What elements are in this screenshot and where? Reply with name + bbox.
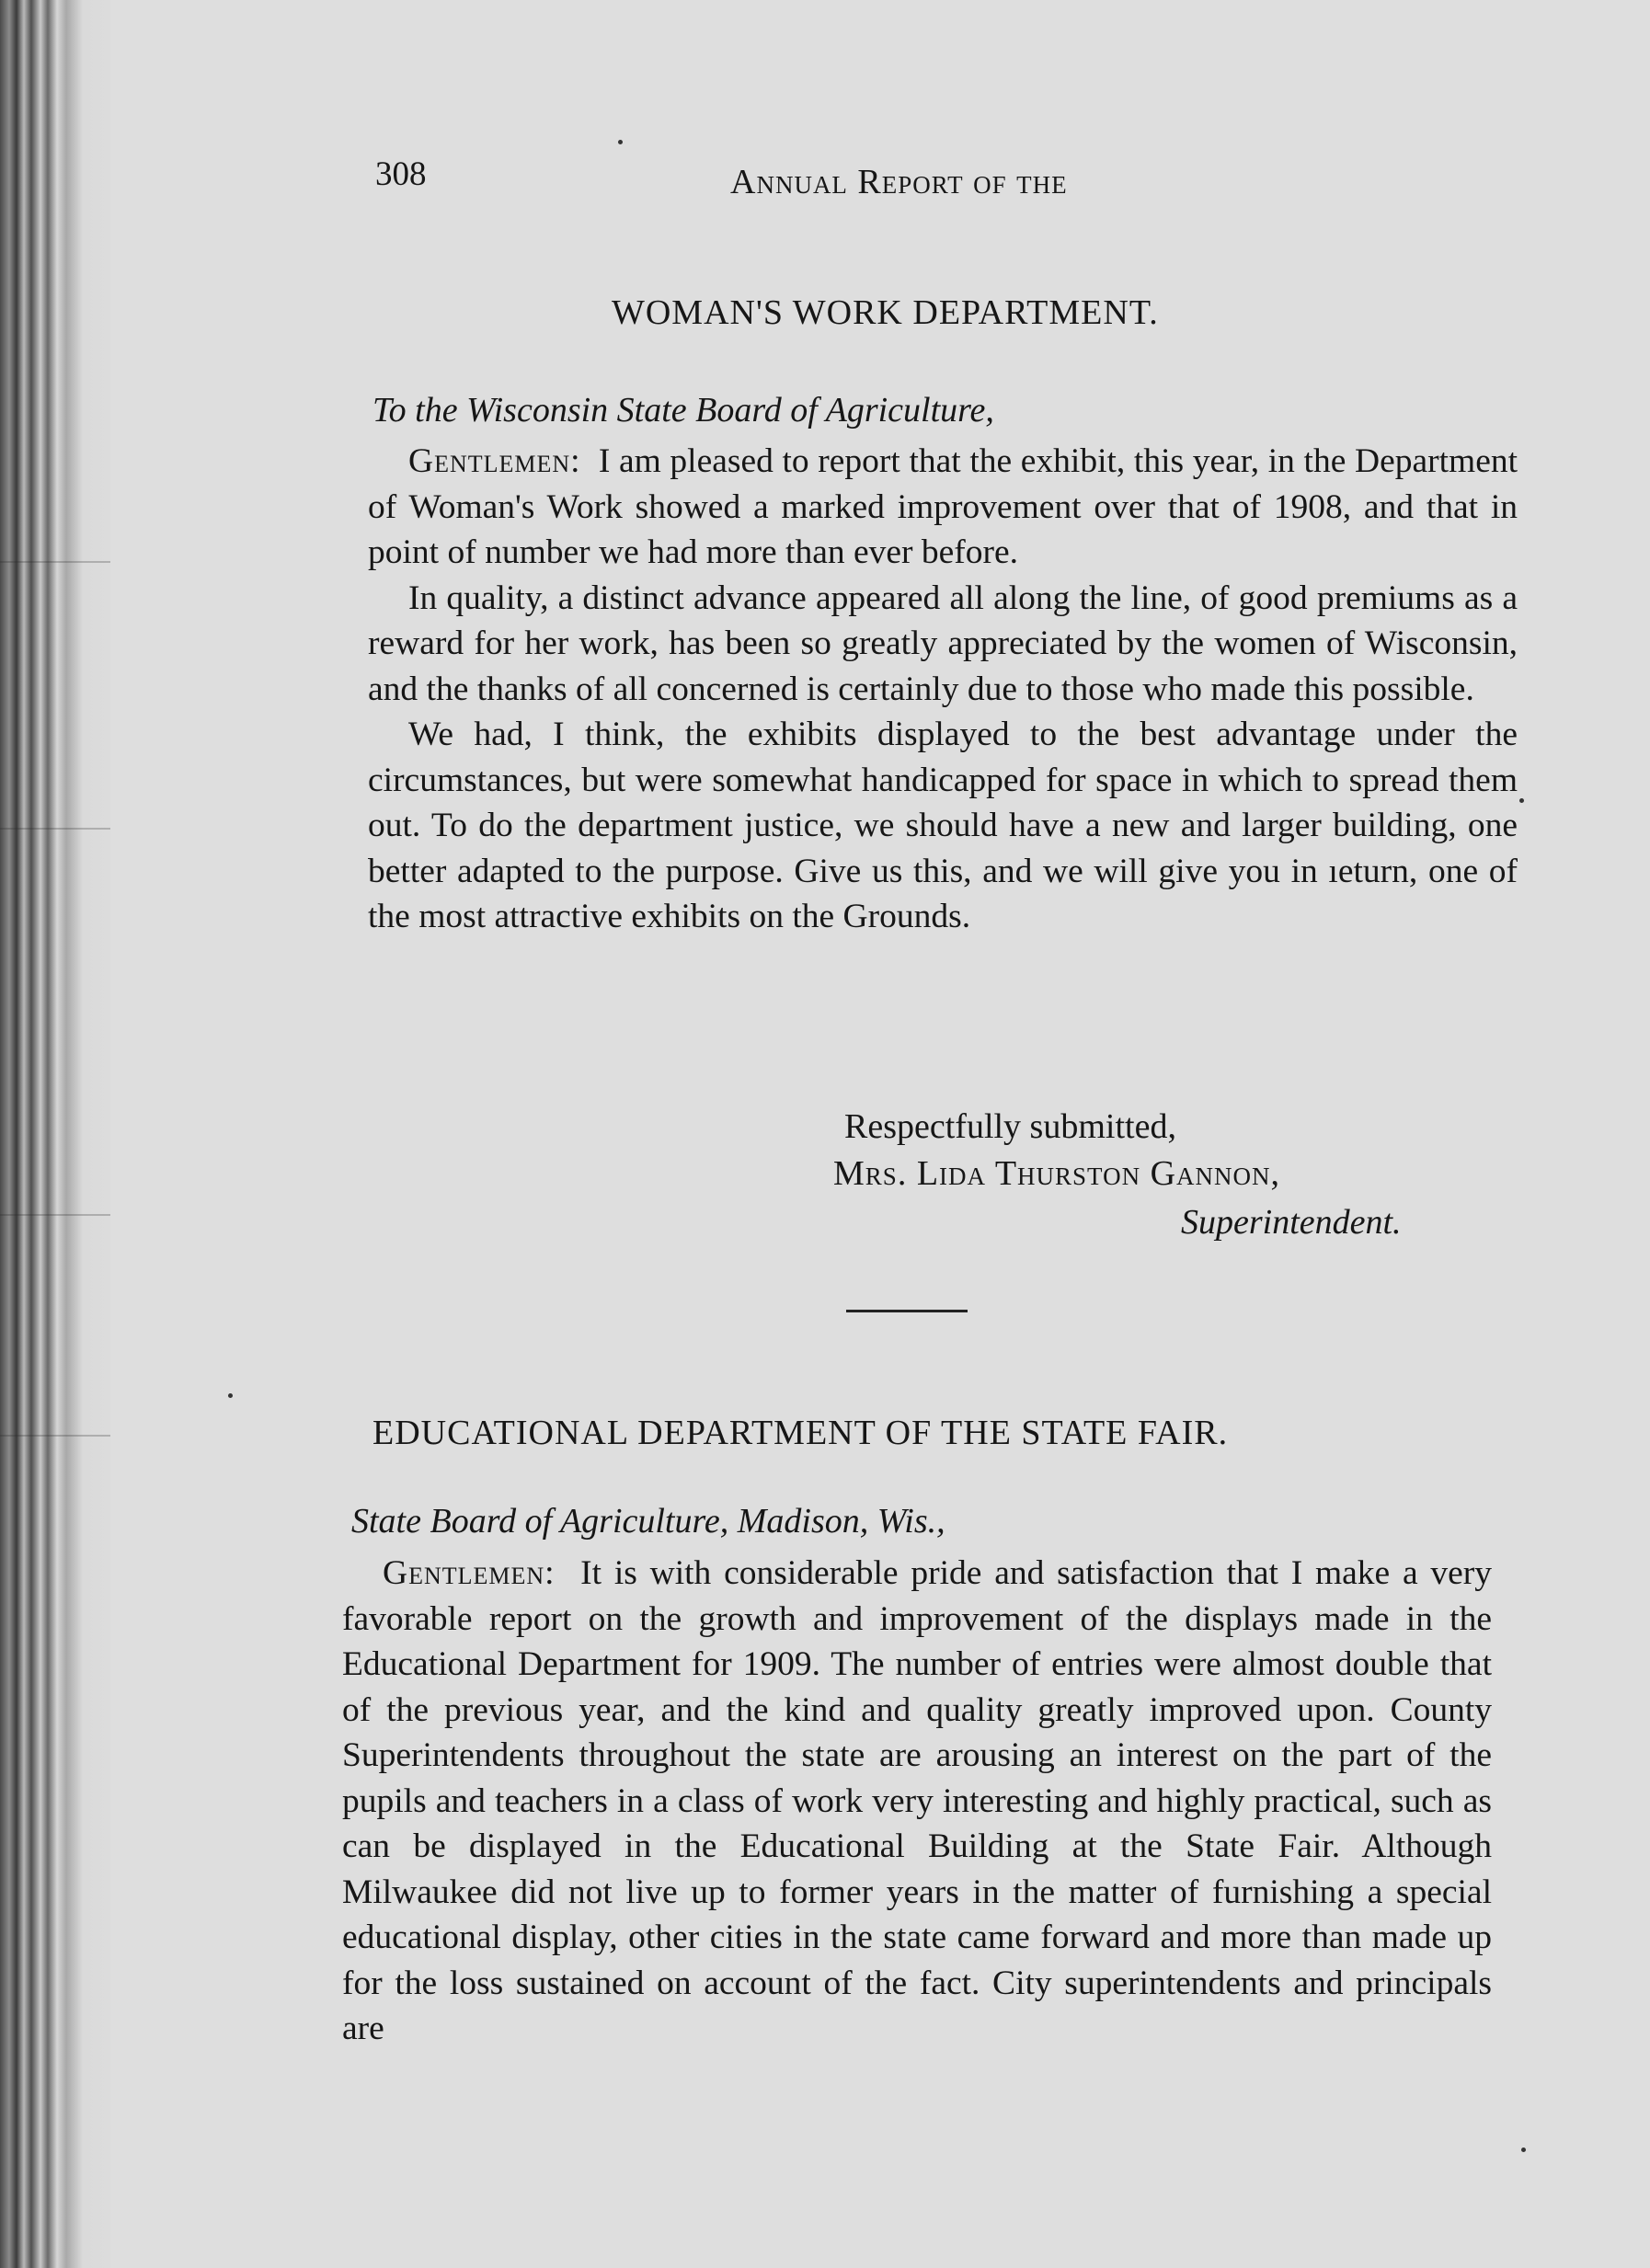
scan-speck <box>228 1393 233 1398</box>
letter-address: State Board of Agriculture, Madison, Wis., <box>351 1502 945 1541</box>
letter-address: To the Wisconsin State Board of Agriculture, <box>372 391 994 430</box>
gutter-mark <box>0 1214 110 1216</box>
page-number: 308 <box>375 155 427 193</box>
paragraph-text: It is with considerable pride and satisfaction that I make a very favorable report on the growth and improvement of the displays made in the Educational Department for 1909. The number of entries were almost double that of the previous year, and the kind and quality greatly improved upon. County Superintendents throughout the state are arousing an interest on the part of the pupils and teachers in a class of work very interesting and highly practical, such as can be displayed in the Educational Building at the State Fair. Although Milwaukee did not live up to former years in the matter of furnishing a special educational display, other cities in the state came forward and more than made up for the loss sustained on account of the fact. City superintendents and principals are <box>342 1554 1493 2047</box>
body-paragraph <box>342 1551 1492 2052</box>
closing: Respectfully submitted, <box>844 1107 1176 1146</box>
gutter-mark <box>0 561 110 563</box>
running-title: Annual Report of the <box>730 163 1068 201</box>
body-paragraph <box>368 439 1518 576</box>
body-paragraph: In quality, a distinct advance appeared all along the line, of good premiums as a reward for her work, has been so greatly appreciated by the women of Wisconsin, and the thanks of all concerned is certainly due to those who made this possible. <box>368 578 1518 708</box>
gutter-mark <box>0 1435 110 1437</box>
letter-body-womans-work <box>368 439 1518 940</box>
signer-title: Superintendent. <box>1181 1203 1402 1242</box>
body-paragraph: We had, I think, the exhibits displayed to the best advantage under the circumstances, but were somewhat handicapped for space in which to spread them out. To do the department justice, we should have a new and larger building, one better adapted to the purpose. Give us this, and we will give you in ıeturn, one of the most attractive exhibits on the Grounds. <box>368 716 1518 935</box>
section-divider <box>846 1310 968 1312</box>
letter-body-educational <box>342 1551 1492 2052</box>
scan-speck <box>1521 2148 1526 2152</box>
paragraph-text: I am pleased to report that the exhibit, this year, in the Department of Woman's Work showed a marked improvement over that of 1908, and that in point of number we had more than ever before. <box>368 442 1518 571</box>
book-binding-gutter <box>0 0 110 2268</box>
signer-name: Mrs. Lida Thurston Gannon, <box>833 1154 1280 1193</box>
scan-speck <box>1519 798 1524 803</box>
salutation: Gentlemen: <box>408 442 581 480</box>
salutation: Gentlemen: <box>383 1554 556 1592</box>
gutter-mark <box>0 828 110 830</box>
scan-speck <box>618 140 623 144</box>
section-title-womans-work: WOMAN'S WORK DEPARTMENT. <box>612 293 1159 332</box>
section-title-educational: EDUCATIONAL DEPARTMENT OF THE STATE FAIR. <box>372 1414 1229 1452</box>
